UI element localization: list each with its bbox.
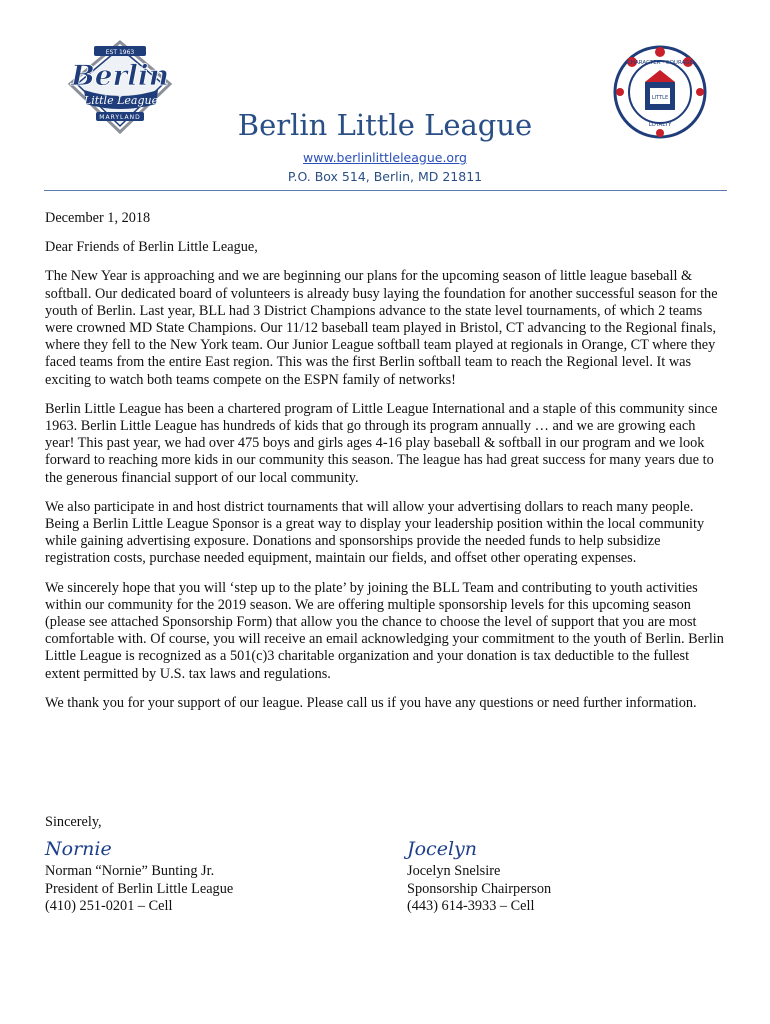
header-divider — [44, 190, 727, 191]
svg-text:LOYALTY: LOYALTY — [648, 122, 672, 128]
signer-name: Norman “Nornie” Bunting Jr. — [45, 863, 215, 879]
signer-name: Jocelyn Snelsire — [407, 863, 501, 879]
signer-title: Sponsorship Chairperson — [407, 880, 552, 897]
svg-text:MARYLAND: MARYLAND — [99, 114, 141, 121]
svg-text:Berlin: Berlin — [71, 59, 169, 92]
svg-text:LITTLE: LITTLE — [651, 95, 669, 101]
letter-date: December 1, 2018 — [45, 210, 151, 226]
svg-text:Little League: Little League — [83, 94, 159, 107]
letter-paragraph: We thank you for your support of our league. Please call us if you have any questions or need further information. — [45, 694, 697, 711]
letter-paragraph: Berlin Little League has been a chartered program of Little League International and a staple of this community since 1963. Berlin Little League has hundreds of kids that go through its program annually … and we are growing each year! This past year, we had over 475 boys and girls ages 4-16 play baseball & softball in our program and we look forward to reaching more kids in our community this season. The league has had great success for many years due to the generous financial support of our local community. — [45, 400, 718, 486]
org-title: Berlin Little League — [237, 108, 533, 142]
signer-title: President of Berlin Little League — [45, 880, 234, 897]
signer-phone: (410) 251-0201 – Cell — [45, 898, 173, 914]
signature-nornie: Nornie — [45, 838, 112, 860]
svg-text:EST 1963: EST 1963 — [105, 49, 135, 56]
letter-salutation: Dear Friends of Berlin Little League, — [45, 239, 258, 256]
letter-paragraph: We also participate in and host district tournaments that will allow your advertising dollars to reach many people. Being a Berlin Little League Sponsor is a great way to display your leadership position within the local community while gaining advertising exposure. Donations and sponsorships provide the needed funds to help subsidize registration costs, purchase needed equipment, maintain our fields, and offset other operating expenses. — [45, 498, 705, 567]
letter-body — [45, 210, 727, 724]
signer-phone: (443) 614-3933 – Cell — [407, 898, 535, 914]
letter-paragraph: The New Year is approaching and we are beginning our plans for the upcoming season of little league baseball & softball. Our dedicated board of volunteers is already busy laying the foundation for another successful season for the youth of Berlin. Last year, BLL had 3 District Champions advance to the state level tournaments, of which 2 teams were crowned MD State Champions. Our 11/12 baseball team played in Bristol, CT advancing to the Regional finals, where they fell to the New York team. Our Junior League softball team played at regionals in Orange, CT where they faced teams from the entire East region. This was the first Berlin softball team to reach the Regional level. It was exciting to watch both teams compete on the ESPN family of networks! — [45, 268, 718, 388]
svg-text:CHARACTER · COURAGE: CHARACTER · COURAGE — [627, 60, 693, 66]
website-link[interactable]: www.berlinlittleleague.org — [303, 150, 467, 165]
signature-jocelyn: Jocelyn — [407, 838, 477, 860]
letter-closing: Sincerely, — [45, 814, 102, 830]
signer-block-president — [45, 863, 233, 916]
signer-block-sponsorship — [407, 863, 551, 916]
mailing-address: P.O. Box 514, Berlin, MD 21811 — [287, 169, 483, 184]
letter-paragraph: We sincerely hope that you will ‘step up to the plate’ by joining the BLL Team and contributing to youth activities within our community for the 2019 season. We are offering multiple sponsorship levels for this upcoming season (please see attached Sponsorship Form) that allow you the chance to choose the level of support that you are most comfortable with. Of course, you will receive an email acknowledging your commitment to the youth of Berlin. Berlin Little League is recognized as a 501(c)3 charitable organization and your donation is tax deductible to the fullest extent permitted by U.S. tax laws and regulations. — [45, 579, 724, 682]
